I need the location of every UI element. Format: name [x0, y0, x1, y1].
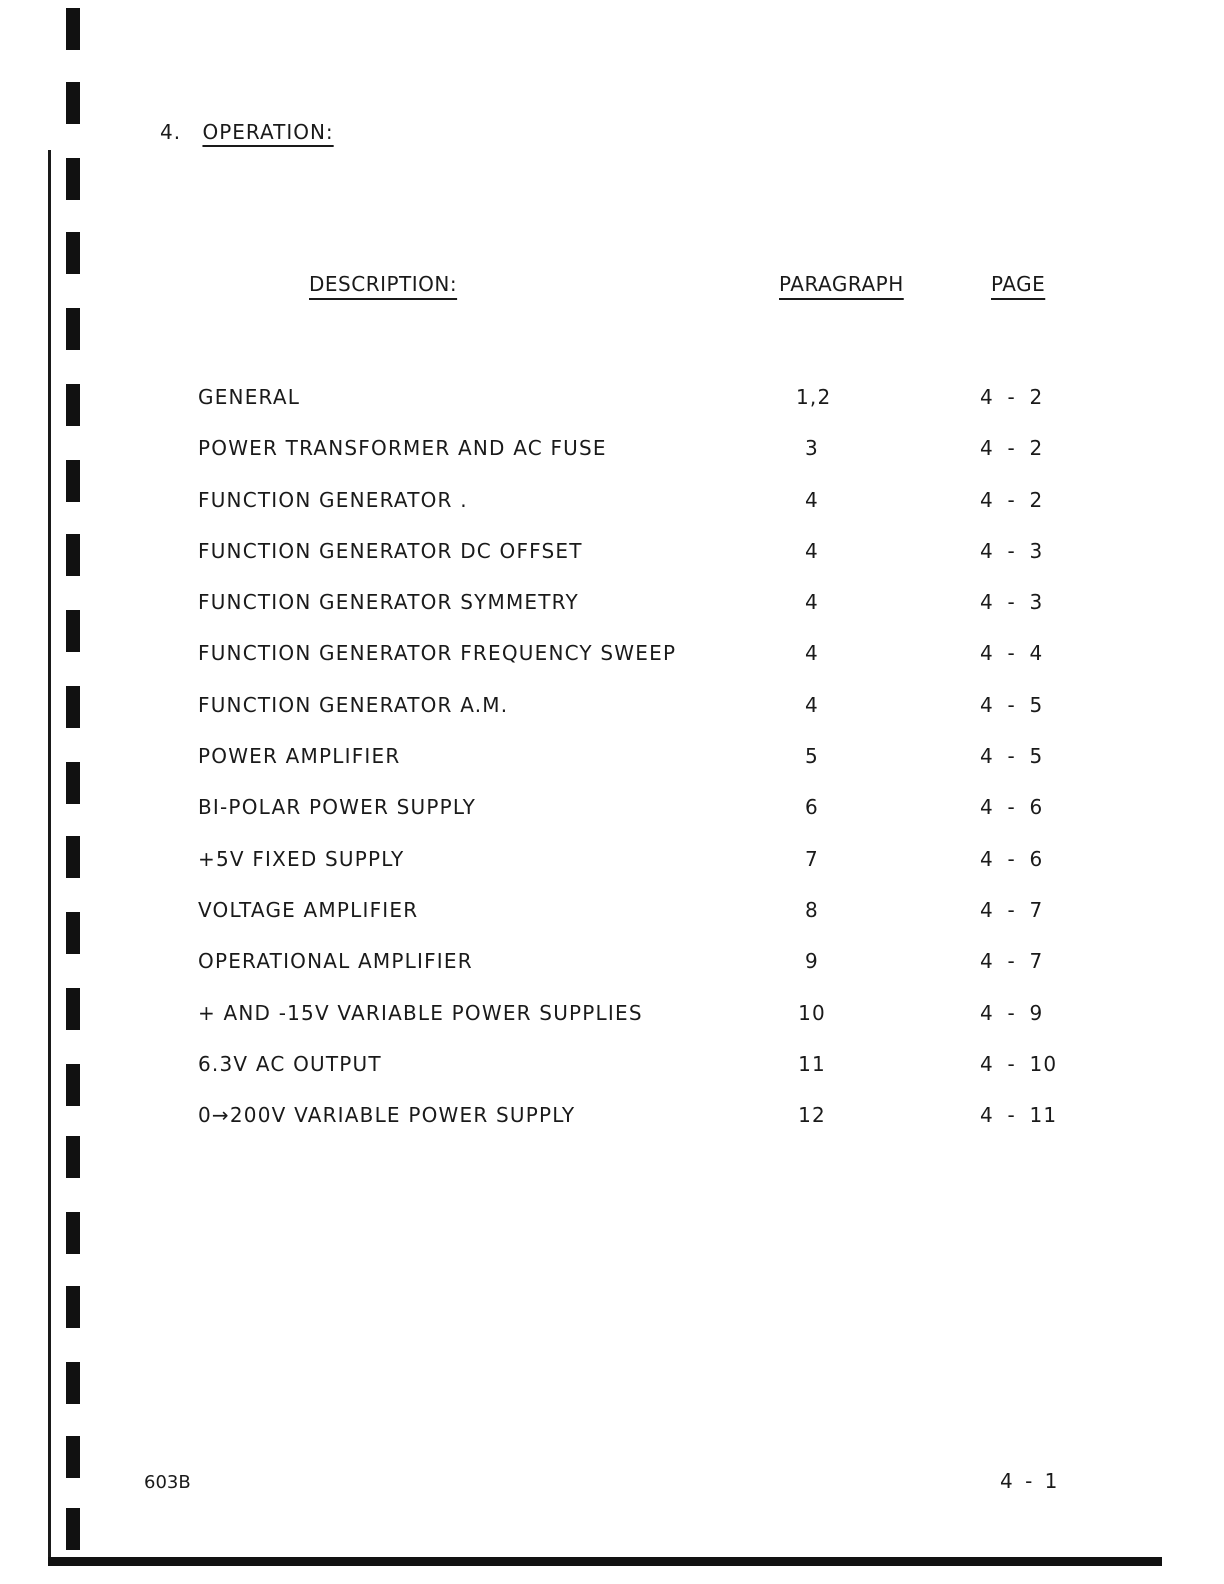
row-page: 4 - 9	[980, 1000, 1044, 1025]
contents-row	[0, 590, 1224, 641]
row-page: 4 - 4	[980, 641, 1044, 666]
contents-row	[0, 641, 1224, 692]
row-paragraph: 8	[805, 897, 819, 922]
contents-row	[0, 488, 1224, 539]
row-page: 4 - 2	[980, 385, 1044, 409]
contents-row	[0, 1001, 1224, 1052]
row-paragraph: 4	[805, 487, 819, 512]
punch-mark	[66, 8, 80, 50]
row-page: 4 - 3	[980, 590, 1044, 615]
contents-row	[0, 1052, 1224, 1103]
contents-row	[0, 847, 1224, 898]
punch-mark	[66, 1286, 80, 1328]
column-header-page: PAGE	[991, 272, 1046, 296]
row-page: 4 - 5	[980, 744, 1044, 769]
row-paragraph: 7	[805, 846, 819, 871]
footer-page-number: 4 - 1	[1000, 1469, 1058, 1493]
row-description: 0→200V VARIABLE POWER SUPPLY	[198, 1103, 576, 1128]
row-paragraph: 4	[805, 538, 819, 563]
row-paragraph: 5	[805, 744, 819, 769]
row-description: FUNCTION GENERATOR .	[198, 487, 468, 512]
row-description: FUNCTION GENERATOR FREQUENCY SWEEP	[198, 641, 677, 666]
contents-row	[0, 693, 1224, 744]
bottom-rule	[48, 1557, 1162, 1566]
row-page: 4 - 7	[980, 949, 1044, 974]
row-paragraph: 9	[805, 949, 819, 974]
row-description: FUNCTION GENERATOR DC OFFSET	[198, 538, 583, 563]
row-paragraph: 10	[798, 1000, 826, 1025]
row-description: POWER TRANSFORMER AND AC FUSE	[198, 436, 607, 461]
row-description: BI-POLAR POWER SUPPLY	[198, 795, 477, 820]
contents-row	[0, 1103, 1224, 1154]
punch-mark	[66, 1362, 80, 1404]
row-paragraph: 11	[798, 1051, 826, 1076]
row-page: 4 - 5	[980, 692, 1044, 717]
punch-mark	[66, 82, 80, 124]
row-paragraph: 3	[805, 436, 819, 461]
column-header-description: DESCRIPTION:	[309, 272, 458, 296]
section-number: 4.	[160, 120, 182, 144]
row-paragraph: 12	[798, 1103, 826, 1128]
section-heading	[160, 120, 334, 144]
row-description: FUNCTION GENERATOR SYMMETRY	[198, 590, 579, 615]
row-description: +5V FIXED SUPPLY	[198, 846, 405, 871]
punch-mark	[66, 1436, 80, 1478]
contents-row	[0, 539, 1224, 590]
row-page: 4 - 10	[980, 1051, 1058, 1076]
row-page: 4 - 2	[980, 436, 1044, 461]
column-header-paragraph: PARAGRAPH	[779, 272, 904, 296]
contents-row	[0, 385, 1224, 436]
row-description: VOLTAGE AMPLIFIER	[198, 897, 419, 922]
row-description: 6.3V AC OUTPUT	[198, 1051, 382, 1076]
row-description: FUNCTION GENERATOR A.M.	[198, 692, 509, 717]
punch-mark	[66, 1508, 80, 1550]
section-title: OPERATION:	[202, 120, 334, 144]
punch-mark	[66, 1212, 80, 1254]
row-page: 4 - 11	[980, 1103, 1058, 1128]
contents-row	[0, 898, 1224, 949]
row-description: OPERATIONAL AMPLIFIER	[198, 949, 473, 974]
row-description: POWER AMPLIFIER	[198, 744, 401, 769]
contents-row	[0, 949, 1224, 1000]
row-description: GENERAL	[198, 385, 301, 409]
row-page: 4 - 2	[980, 487, 1044, 512]
contents-row	[0, 744, 1224, 795]
row-page: 4 - 7	[980, 897, 1044, 922]
contents-row	[0, 795, 1224, 846]
contents-table	[0, 385, 1224, 1154]
row-description: + AND -15V VARIABLE POWER SUPPLIES	[198, 1000, 643, 1025]
row-page: 4 - 6	[980, 795, 1044, 820]
row-paragraph: 4	[805, 590, 819, 615]
punch-mark	[66, 158, 80, 200]
footer-model-number: 603B	[144, 1472, 191, 1493]
contents-row	[0, 436, 1224, 487]
row-paragraph: 4	[805, 641, 819, 666]
row-paragraph: 4	[805, 692, 819, 717]
row-page: 4 - 3	[980, 538, 1044, 563]
punch-mark	[66, 232, 80, 274]
row-page: 4 - 6	[980, 846, 1044, 871]
row-paragraph: 1,2	[796, 385, 832, 409]
punch-mark	[66, 308, 80, 350]
row-paragraph: 6	[805, 795, 819, 820]
